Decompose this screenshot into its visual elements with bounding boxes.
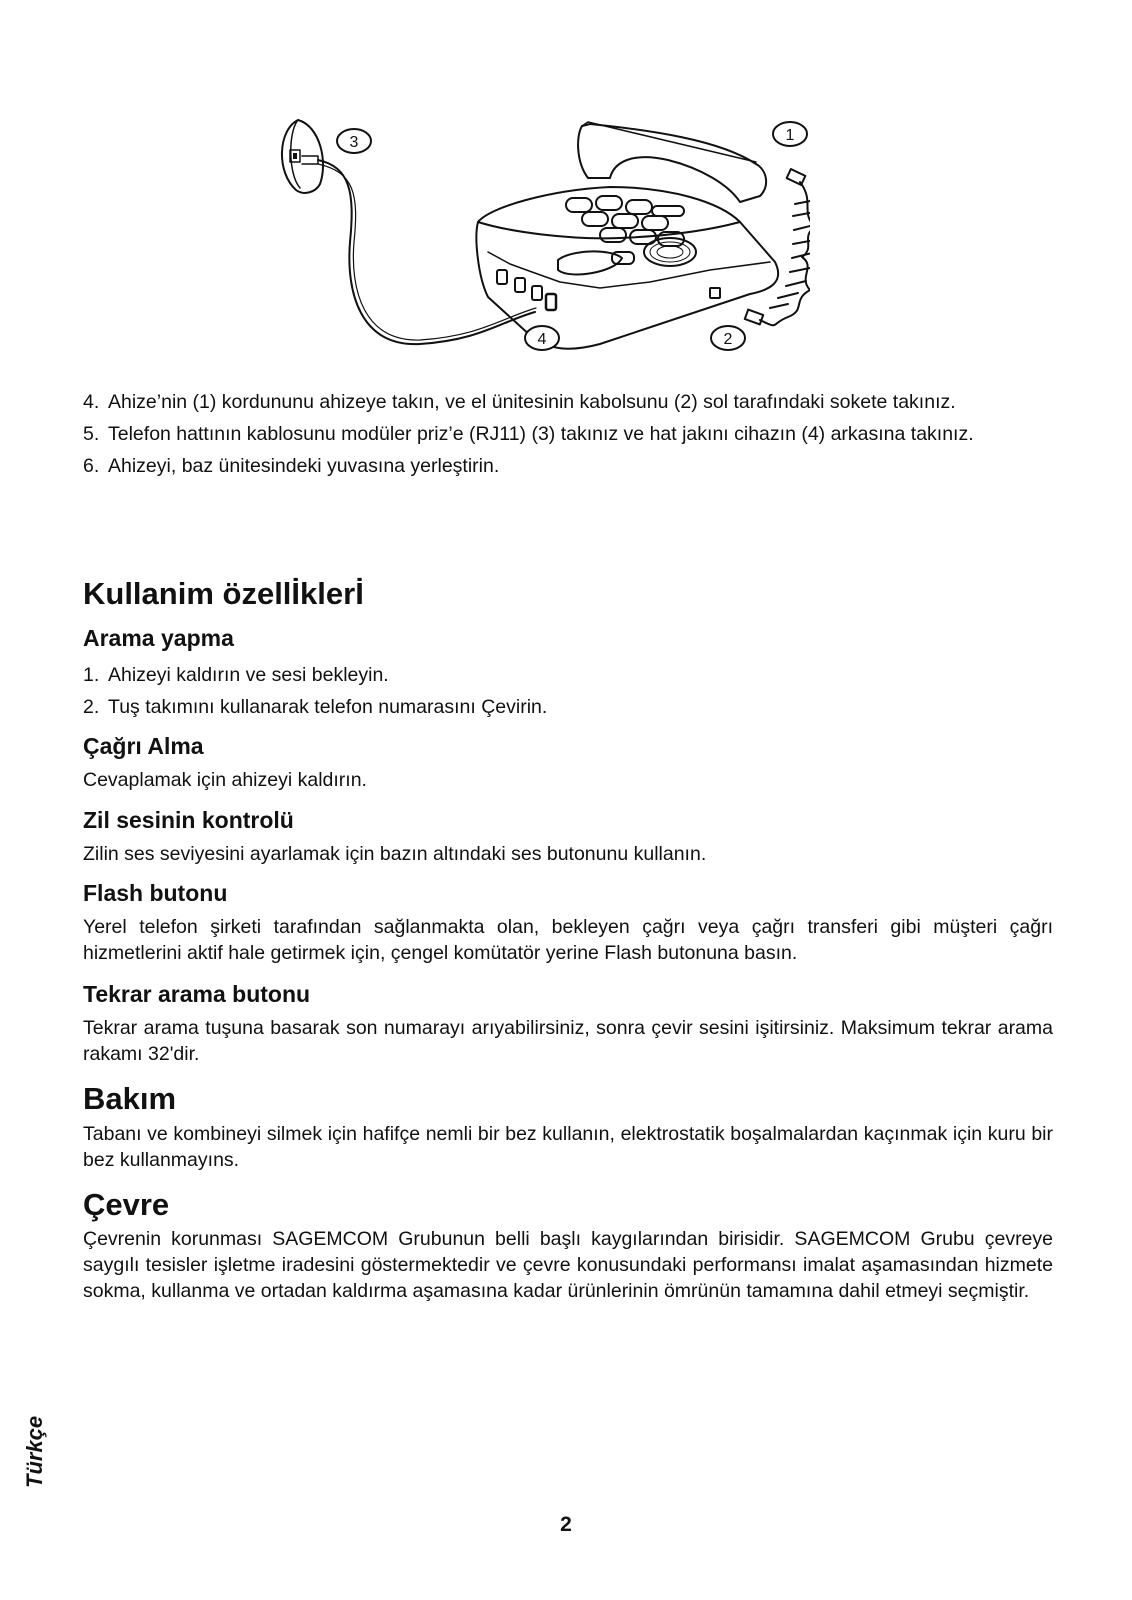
flash-text: Yerel telefon şirketi tarafından sağlanmakta olan, bekleyen çağrı veya çağrı transferi gibi müşteri çağrı hizmetlerini aktif hale getirmek için, çengel komütatör yerine Flash butonuna basın. xyxy=(83,916,1053,964)
step-item xyxy=(83,421,1053,447)
tekrar-heading: Tekrar arama butonu xyxy=(83,981,311,1007)
phone-connection-illustration xyxy=(270,112,810,362)
language-side-label: Türkçe xyxy=(22,1415,47,1488)
line-cable xyxy=(318,160,535,344)
list-text: Tuş takımını kullanarak telefon numarasını Çevirin. xyxy=(108,696,548,718)
step-number: 5. xyxy=(83,423,100,445)
cagri-heading: Çağrı Alma xyxy=(83,733,204,759)
step-item xyxy=(83,453,1053,479)
step-text: Ahizeyi, baz ünitesindeki yuvasına yerleştirin. xyxy=(108,455,500,477)
step-number: 6. xyxy=(83,455,100,477)
list-item xyxy=(83,694,1053,720)
cevre-text: Çevrenin korunması SAGEMCOM Grubunun belli başlı kaygılarından birisidir. SAGEMCOM Grubu çevreye saygılı tesisler işletme iradesini göstermektedir ve çevre konusundaki performansı imalat aşamasından hizmete sokma, kullanma ve ortadan kaldırma aşamasına kadar ürünlerinin ömrünün tamamına dahil etmeyi seçmiştir. xyxy=(83,1228,1053,1302)
bakim-text: Tabanı ve kombineyi silmek için hafifçe nemli bir bez kullanın, elektrostatik boşalmalardan kaçınmak için kuru bir bez kullanmayıns. xyxy=(83,1123,1053,1171)
page-number: 2 xyxy=(560,1513,572,1536)
callout-label-2: 2 xyxy=(723,331,733,348)
installation-steps xyxy=(83,389,1053,485)
list-text: Ahizeyi kaldırın ve sesi bekleyin. xyxy=(108,664,389,686)
callout-label-4: 4 xyxy=(537,331,547,348)
zil-heading: Zil sesinin kontrolü xyxy=(83,807,294,833)
cevre-heading: Çevre xyxy=(83,1187,170,1222)
list-number: 2. xyxy=(83,696,100,718)
tekrar-text: Tekrar arama tuşuna basarak son numarayı arıyabilirsiniz, sonra çevir sesini işitirsiniz. Maksimum tekrar arama rakamı 32'dir. xyxy=(83,1017,1053,1065)
features-heading: Kullanim özellİklerİ xyxy=(83,576,364,611)
step-text: Telefon hattının kablosunu modüler priz’e (RJ11) (3) takınız ve hat jakını cihazın (4) arkasına takınız. xyxy=(108,423,974,445)
step-number: 4. xyxy=(83,391,100,413)
zil-text: Zilin ses seviyesini ayarlamak için bazın altındaki ses butonunu kullanın. xyxy=(83,843,707,865)
step-item xyxy=(83,389,1053,415)
callout-label-3: 3 xyxy=(349,134,359,151)
step-text: Ahize’nin (1) kordununu ahizeye takın, ve el ünitesinin kabolsunu (2) sol tarafındaki sokete takınız. xyxy=(108,391,956,413)
list-number: 1. xyxy=(83,664,100,686)
arama-heading: Arama yapma xyxy=(83,625,234,651)
list-item xyxy=(83,662,1053,688)
arama-list xyxy=(83,662,1053,726)
bakim-heading: Bakım xyxy=(83,1081,177,1116)
handset xyxy=(578,124,766,202)
flash-heading: Flash butonu xyxy=(83,880,228,906)
callout-label-1: 1 xyxy=(785,127,795,144)
cagri-text: Cevaplamak için ahizeyi kaldırın. xyxy=(83,769,367,791)
